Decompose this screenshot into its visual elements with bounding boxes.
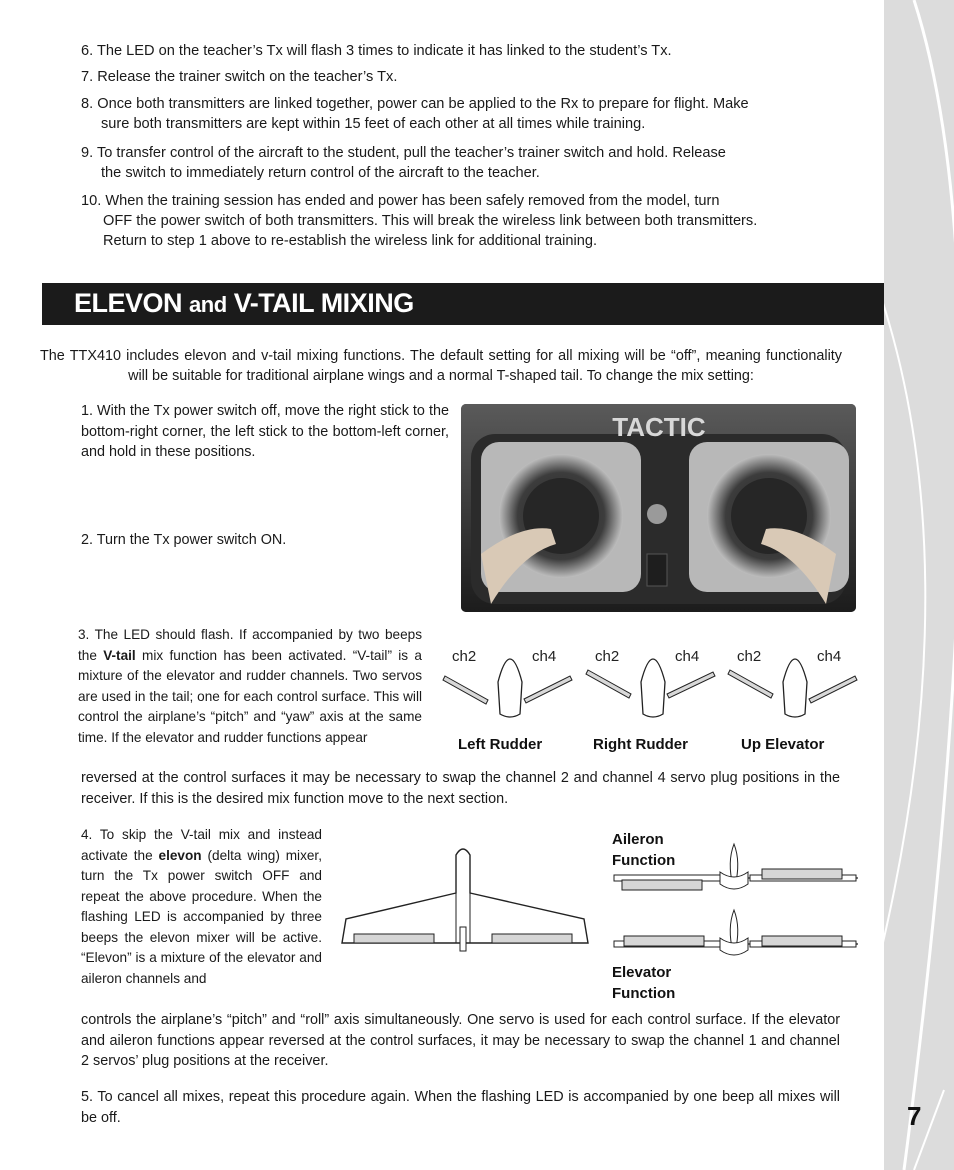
svg-text:ch4: ch4	[817, 648, 842, 665]
aileron-function-diagram	[612, 842, 860, 899]
step-3-wrapped: 3. The LED should flash. If accompanied by two beeps the V-tail mix function has been activated. “V-tail” is a mixture of the elevator and rudder channels. Two servos are used in the tail; one for each control surface. This will control the airplane’s “pitch” and “yaw” axis at the same time. If the elevator and rudder functions appear	[78, 627, 422, 745]
step-5: 5. To cancel all mixes, repeat this procedure again. When the flashing LED is accompanied by one beep all mixes will be off.	[81, 1089, 840, 1126]
svg-text:ch2: ch2	[452, 648, 477, 665]
svg-text:ch4: ch4	[532, 648, 557, 665]
elevator-function-diagram	[612, 908, 860, 965]
step-10: 10. When the training session has ended and power has been safely removed from the model, turn OFF the power switch of both transmitters. This will break the wireless link between both transmitters. Return to step 1 above to re-establish the wireless link for additional training.	[81, 193, 758, 249]
page-edge-tab	[884, 0, 954, 1170]
label-elevator-function: Elevator Function	[612, 964, 676, 1002]
transmitter-photo	[461, 404, 856, 612]
step-9: 9. To transfer control of the aircraft to the student, pull the teacher’s trainer switch and hold. Release the switch to immediately return control of the aircraft to the teacher.	[81, 145, 726, 181]
step-4-wrapped: 4. To skip the V-tail mix and instead activate the elevon (delta wing) mixer, turn the Tx power switch OFF and repeat the above procedure. When the flashing LED is accompanied by three beeps the elevon mixer will be active. “Elevon” is a mixture of the elevator and aileron channels and	[81, 827, 322, 986]
intro-paragraph: The TTX410 includes elevon and v-tail mixing functions. The default setting for all mixing will be “off”, meaning functionality will be suitable for traditional airplane wings and a normal T-shaped tail. To change the mix setting:	[40, 348, 842, 384]
step-1: 1. With the Tx power switch off, move the right stick to the bottom-right corner, the left stick to the bottom-left corner, and hold in these positions.	[81, 403, 449, 461]
brand-logo: TACTIC	[612, 412, 706, 442]
label-left-rudder: Left Rudder	[458, 736, 543, 753]
section-header	[42, 283, 884, 325]
step-3-continued: reversed at the control surfaces it may be necessary to swap the channel 2 and channel 4 servo plug positions in the receiver. If this is the desired mix function move to the next section.	[81, 770, 840, 807]
step-4-continued: controls the airplane’s “pitch” and “roll” axis simultaneously. One servo is used for each control surface. If the elevator and aileron functions appear reversed at the control surfaces, it may be necessary to swap the channel 1 and channel 2 servos’ plug positions at the receiver.	[81, 1012, 840, 1070]
step-8: 8. Once both transmitters are linked together, power can be applied to the Rx to prepare for flight. Make sure both transmitters are kept within 15 feet of each other at all times while training.	[81, 96, 749, 132]
step-2: 2. Turn the Tx power switch ON.	[81, 532, 287, 548]
vtail-diagram-left-rudder	[440, 642, 580, 727]
svg-text:ch4: ch4	[675, 648, 700, 665]
svg-text:ch2: ch2	[737, 648, 762, 665]
page-number: 7	[907, 1101, 922, 1131]
label-aileron-function: Aileron Function	[612, 831, 676, 869]
section-title: ELEVON and V-TAIL MIXING	[74, 288, 414, 318]
step-6: 6. The LED on the teacher’s Tx will flash 3 times to indicate it has linked to the student’s Tx.	[81, 43, 672, 59]
vtail-diagram-right-rudder	[583, 642, 723, 727]
vtail-diagram-up-elevator	[725, 642, 865, 727]
decorative-arcs	[884, 0, 954, 1170]
label-up-elevator: Up Elevator	[741, 736, 825, 753]
delta-wing-diagram	[338, 843, 593, 958]
label-right-rudder: Right Rudder	[593, 736, 688, 753]
svg-text:ch2: ch2	[595, 648, 620, 665]
step-7: 7. Release the trainer switch on the teacher’s Tx.	[81, 69, 398, 85]
